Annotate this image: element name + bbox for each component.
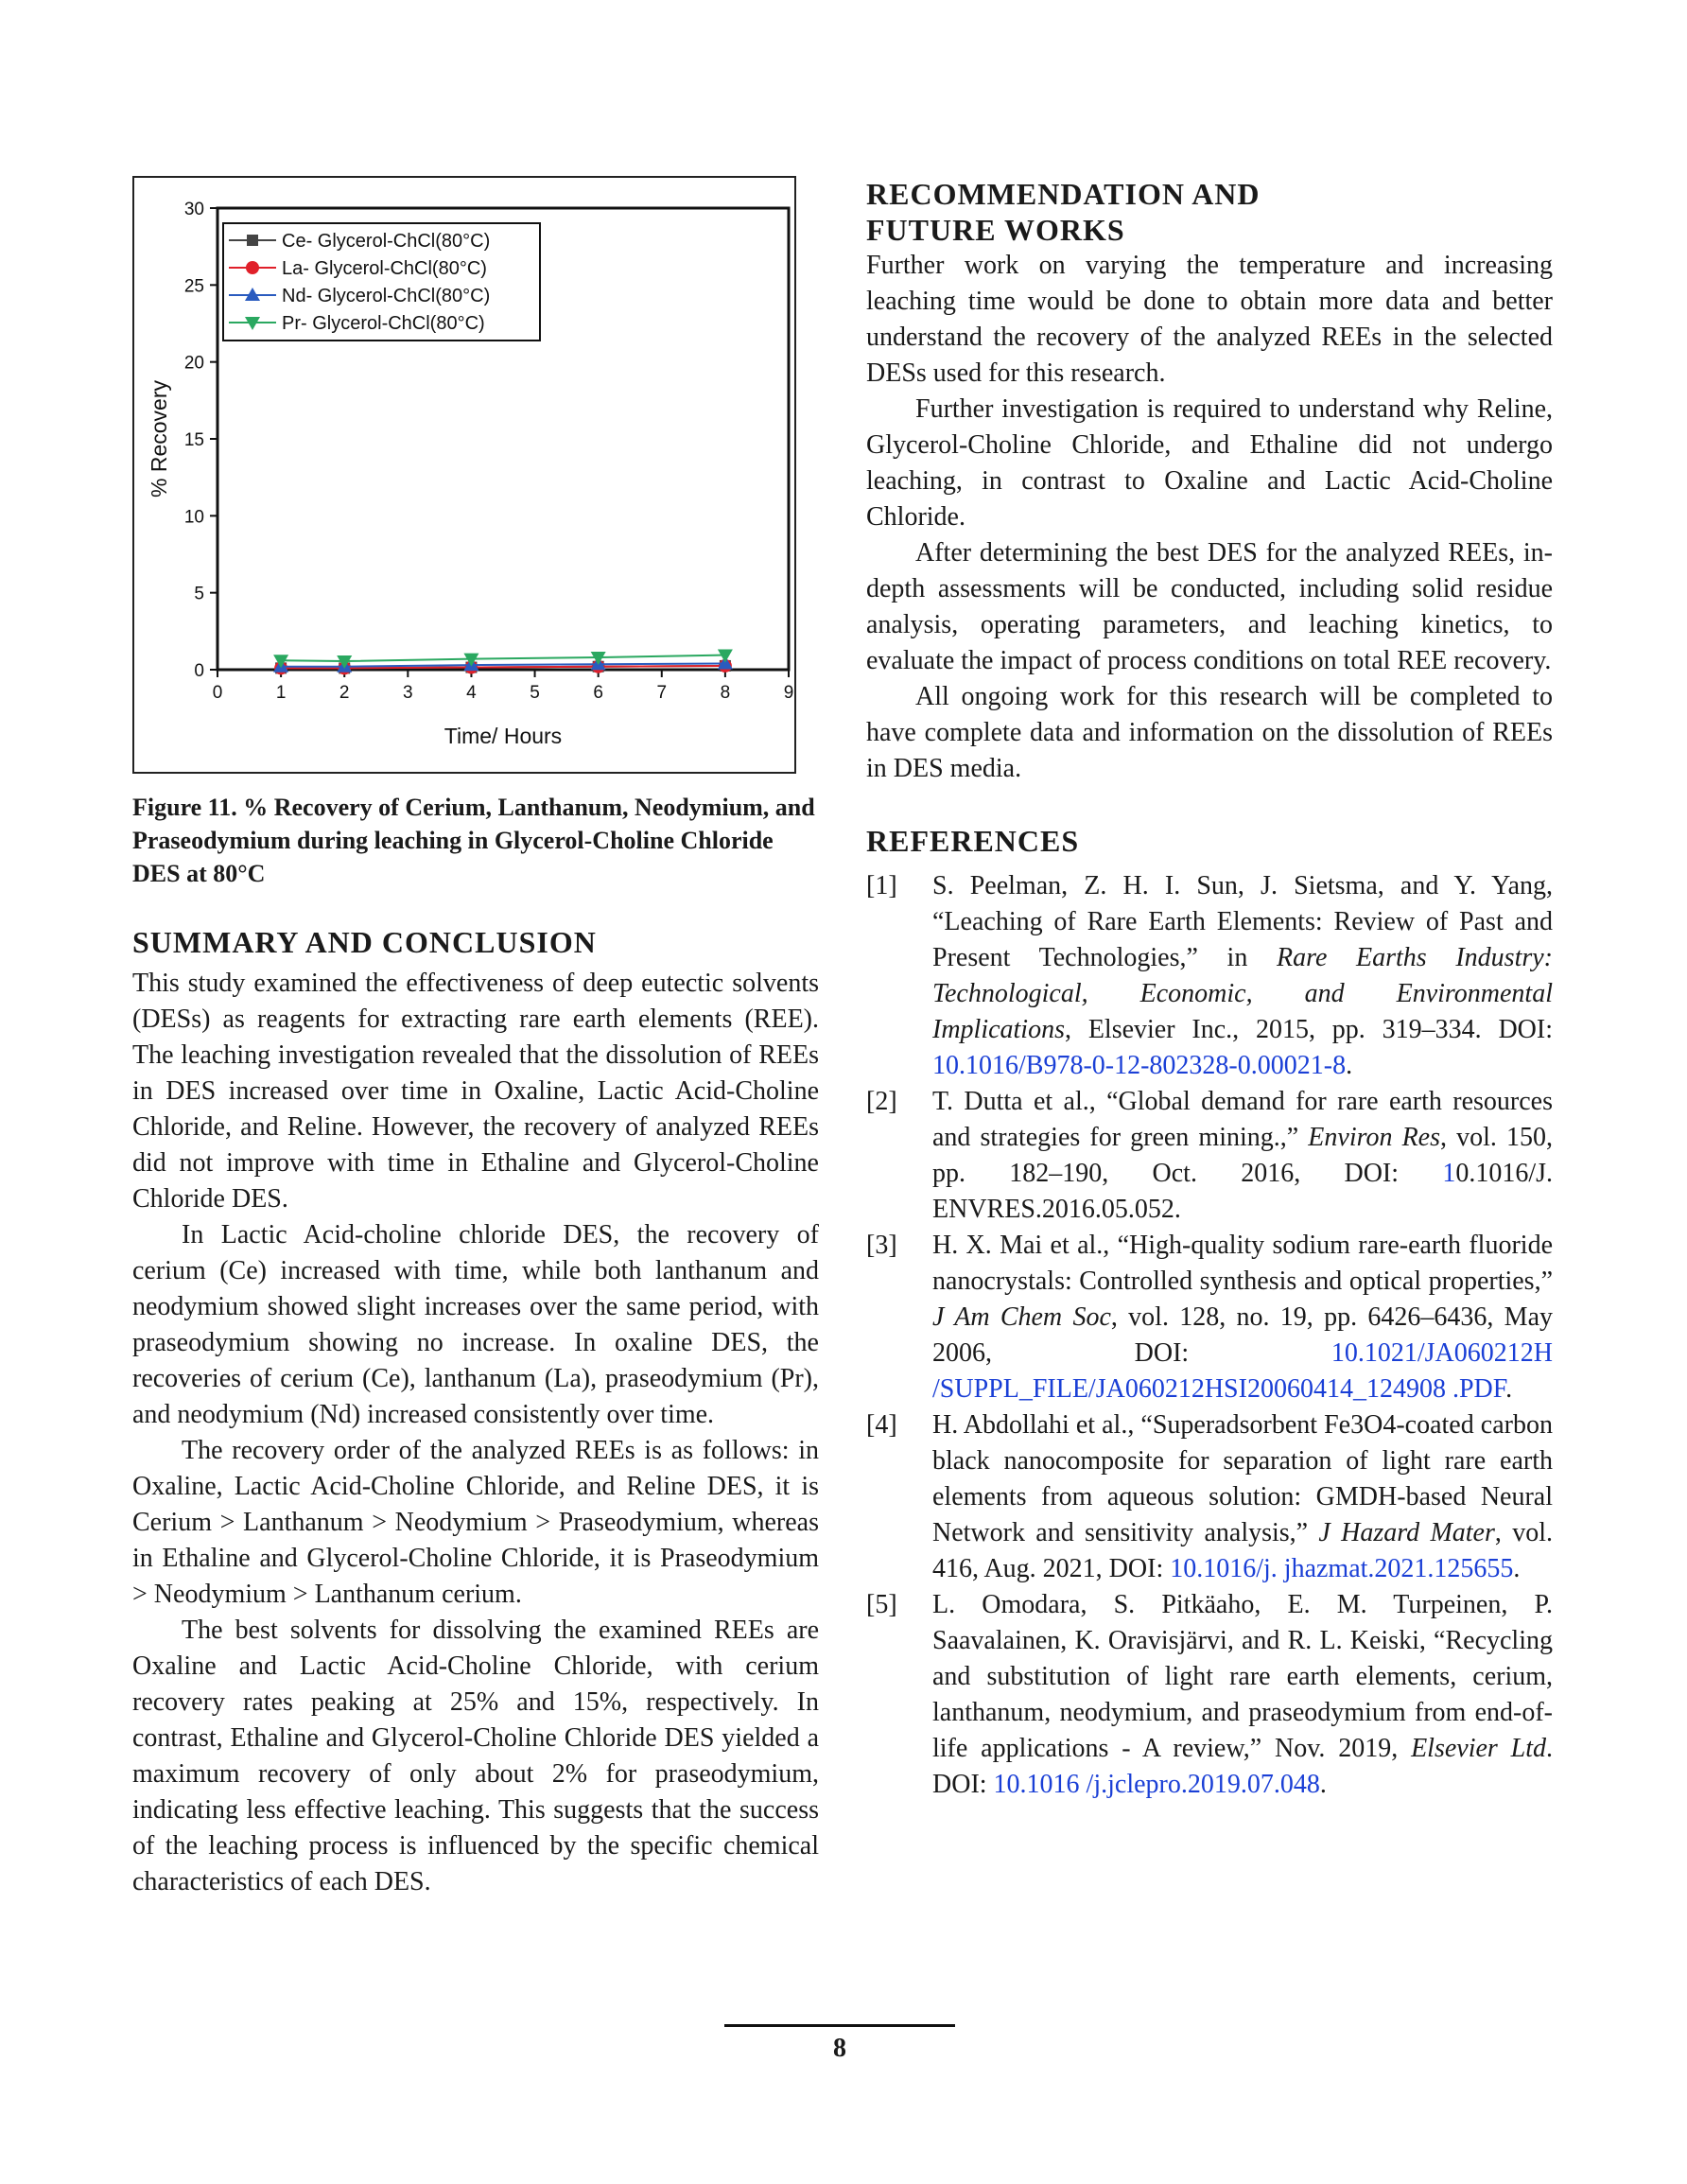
legend-swatch-marker [247,235,258,246]
y-tick-label: 0 [194,661,204,681]
x-tick-label: 9 [783,683,794,703]
x-tick-label: 5 [530,683,540,703]
x-tick-label: 6 [593,683,603,703]
recommendation-heading-line2: FUTURE WORKS [866,213,1125,247]
y-tick-label: 30 [183,200,204,219]
reference-text-part: , Elsevier Inc., 2015, pp. 319–334. DOI: [1065,1015,1553,1044]
reference-text-part: 0.1016/J. ENVRES.2016.05.052. [932,1159,1553,1224]
legend-swatch-marker [246,261,259,274]
reference-text-part: T. Dutta et al., “Global demand for rare earth resources and strategies for green mining.,” [932,1087,1553,1152]
legend-entry: Ce- Glycerol-ChCl(80°C) [282,231,491,252]
summary-paragraph-1: This study examined the effectiveness of deep eutectic solvents (DESs) as reagents for extracting rare earth elements (REE). The leaching investigation revealed that the dissolution of REEs in DES increased over time in Oxaline, Lactic Acid-Choline Chloride, and Reline. However, the recovery of analyzed REEs did not improve with time in Ethaline and Glycerol-Choline Chloride DES. [132,969,819,1214]
x-axis-label: Time/ Hours [443,724,563,748]
reference-source: J Hazard Mater [1318,1518,1495,1547]
references-heading: REFERENCES [866,824,1080,858]
right-column [866,176,1553,1803]
y-axis-label: % Recovery [147,380,171,498]
figure-11-frame [132,176,796,774]
reference-number: [1] [866,871,897,900]
x-tick-label: 1 [275,683,287,703]
reference-source: Elsevier Ltd [1411,1734,1546,1763]
reference-text-part: , vol. 128, no. 19, pp. 6426–6436, May 2006, DOI: [932,1302,1554,1368]
reference-text-part: . [1319,1770,1327,1799]
recovery-line-chart [134,178,798,776]
reference-text-part: . [1346,1051,1353,1080]
left-column [132,176,819,1900]
reference-text [932,1587,1553,1803]
y-tick-label: 10 [183,507,204,528]
reference-text [932,1407,1553,1587]
reference-source: Rare Earths Industry: Technological, Economic, and Environmental Implications [932,943,1554,1044]
reference-item [866,868,1553,1084]
recommendation-heading-line1: RECOMMENDATION AND [866,177,1261,211]
recommendation-paragraph-3: After determining the best DES for the analyzed REEs, in-depth assessments will be conducted, including solid residue analysis, operating parameters, and leaching kinetics, to evaluate the impact of process conditions on total REE recovery. [866,538,1553,675]
footer-rule [724,2024,955,2027]
legend-entry: Pr- Glycerol-ChCl(80°C) [282,313,485,334]
reference-item [866,1587,1553,1803]
reference-number: [3] [866,1231,897,1260]
reference-text-part: L. Omodara, S. Pitkäaho, E. M. Turpeinen, P. Saavalainen, K. Oravisjärvi, and R. L. Keiski, “Recycling and substitution of light rare earth elements, cerium, lanthanum, neodymium, and praseodymium from end-of-life applications - A review,” Nov. 2019, [932,1590,1553,1763]
x-tick-label: 4 [466,683,477,703]
recommendation-paragraph-1: Further work on varying the temperature and increasing leaching time would be done to obtain more data and better understand the recovery of the analyzed REEs in the selected DESs used for this research. [866,251,1553,388]
page-number: 8 [833,2034,846,2063]
reference-item [866,1228,1553,1407]
reference-doi-link[interactable]: 10.1016 /j.jclepro.2019.07.048 [993,1770,1320,1799]
reference-text-part: , vol. 416, Aug. 2021, DOI: [932,1518,1553,1583]
x-tick-label: 3 [403,683,413,703]
reference-source: J Am Chem Soc [932,1302,1111,1332]
x-tick-label: 2 [339,683,350,703]
legend-entry: Nd- Glycerol-ChCl(80°C) [282,286,491,306]
x-tick-label: 8 [720,683,731,703]
reference-text-part: . DOI: [932,1734,1553,1799]
reference-item [866,1084,1553,1228]
reference-text-part: H. X. Mai et al., “High-quality sodium rare-earth fluoride nanocrystals: Controlled synthesis and optical properties,” [932,1231,1553,1296]
recommendation-paragraph-2: Further investigation is required to understand why Reline, Glycerol-Choline Chloride, and Ethaline did not undergo leaching, in contrast to Oxaline and Lactic Acid-Choline Chloride. [866,394,1553,532]
reference-text-part: S. Peelman, Z. H. I. Sun, J. Sietsma, and Y. Yang, “Leaching of Rare Earth Elements: Review of Past and Present Technologies,” in [932,871,1553,972]
reference-text-part: . [1513,1554,1521,1583]
reference-item [866,1407,1553,1587]
reference-doi-link[interactable]: 1 [1442,1159,1456,1188]
summary-paragraph-2: In Lactic Acid-choline chloride DES, the recovery of cerium (Ce) increased with time, while both lanthanum and neodymium showed slight increases over the same period, with praseodymium showing no increase. In oxaline DES, the recoveries of cerium (Ce), lanthanum (La), praseodymium (Pr), and neodymium (Nd) increased consistently over time. [132,1220,819,1429]
reference-number: [5] [866,1590,897,1619]
reference-doi-link[interactable]: 10.1021/JA060212H /SUPPL_FILE/JA060212HSI20060414_124908 .PDF [932,1338,1553,1404]
reference-text [932,868,1553,1084]
summary-paragraph-4: The best solvents for dissolving the examined REEs are Oxaline and Lactic Acid-Choline Chloride, with cerium recovery rates peaking at 25% and 15%, respectively. In contrast, Ethaline and Glycerol-Choline Chloride DES yielded a maximum recovery of only about 2% for praseodymium, indicating less effective leaching. This suggests that the success of the leaching process is influenced by the specific chemical characteristics of each DES. [132,1616,819,1896]
x-tick-label: 7 [656,683,668,703]
recommendation-paragraph-4: All ongoing work for this research will be completed to have complete data and information on the dissolution of REEs in DES media. [866,682,1553,783]
figure-caption: Figure 11. % Recovery of Cerium, Lanthanum, Neodymium, and Praseodymium during leaching in Glycerol-Choline Chloride DES at 80°C [132,794,815,887]
y-tick-label: 25 [183,276,204,297]
recommendation-heading [866,176,1553,248]
reference-text-part: H. Abdollahi et al., “Superadsorbent Fe3O4-coated carbon black nanocomposite for separation of light rare earth elements from aqueous solution: GMDH-based Neural Network and sensitivity analysis,” [932,1410,1553,1547]
x-tick-label: 0 [212,683,223,703]
summary-heading: SUMMARY AND CONCLUSION [132,925,597,959]
reference-doi-link[interactable]: 10.1016/j. jhazmat.2021.125655 [1170,1554,1514,1583]
y-tick-label: 15 [183,430,204,450]
reference-doi-link[interactable]: 10.1016/B978-0-12-802328-0.00021-8 [932,1051,1347,1080]
reference-text-part: , vol. 150, pp. 182–190, Oct. 2016, DOI: [932,1123,1553,1188]
reference-number: [2] [866,1087,897,1116]
reference-number: [4] [866,1410,897,1440]
reference-text-part: . [1505,1374,1513,1404]
reference-text [932,1228,1553,1407]
y-tick-label: 20 [183,353,204,374]
summary-paragraph-3: The recovery order of the analyzed REEs is as follows: in Oxaline, Lactic Acid-Choline Chloride, and Reline DES, it is Cerium > Lanthanum > Neodymium > Praseodymium, whereas in Ethaline and Glycerol-Choline Chloride, it is Praseodymium > Neodymium > Lanthanum cerium. [132,1436,819,1609]
y-tick-label: 5 [194,584,204,604]
reference-source: Environ Res [1308,1123,1440,1152]
reference-text [932,1084,1553,1228]
legend-entry: La- Glycerol-ChCl(80°C) [282,258,487,279]
